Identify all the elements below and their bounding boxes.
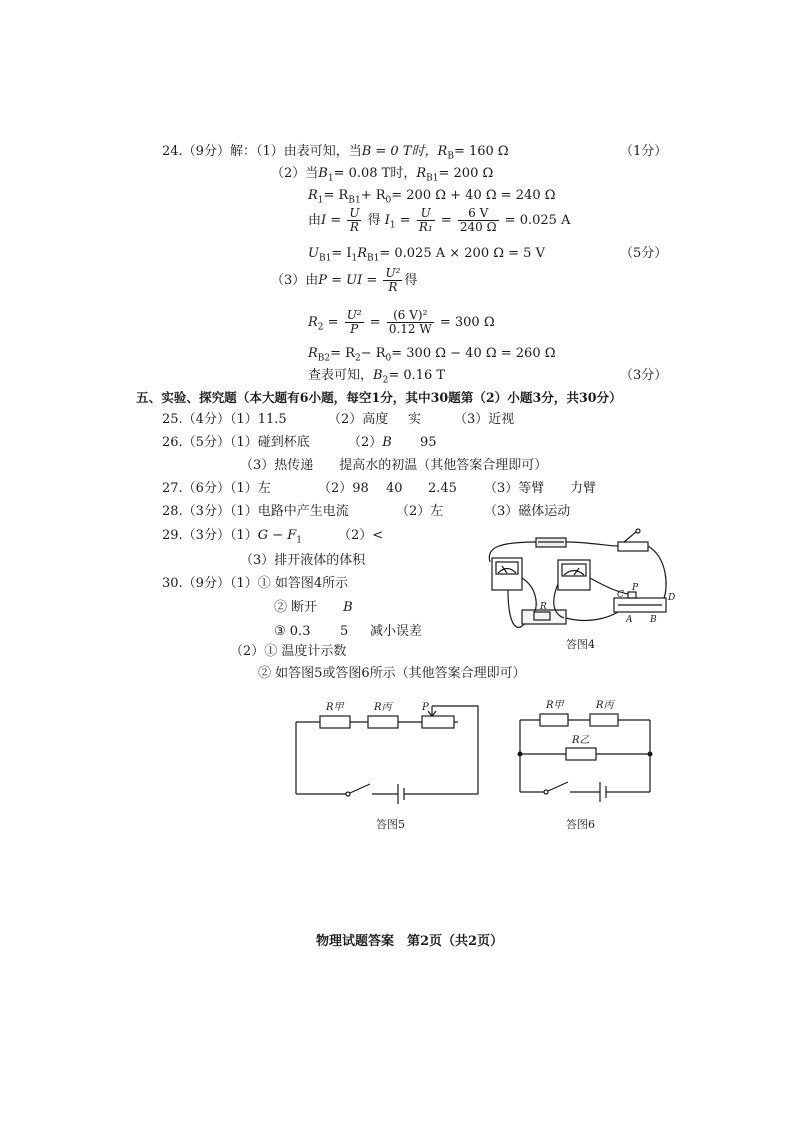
q27-d: 2.45 (428, 481, 457, 496)
q26-line2: （3）热传递 提高水的初温（其他答案合理即可） (240, 458, 548, 473)
q24-line7 (308, 308, 495, 343)
q24-ub1sub3: B1 (367, 253, 380, 264)
q24-head: 24.（9分）解：（1）由表可知，当 (162, 144, 362, 159)
q24-rb2sub2: 2 (354, 353, 361, 364)
q24-r1s1: B1 (348, 195, 361, 206)
q24-rb2: R (308, 346, 318, 361)
q24-r2res: = 300 Ω (439, 315, 495, 330)
q29-bsub: 1 (296, 535, 303, 546)
q24-ohm-i1sub: 1 (389, 220, 396, 231)
q24-p2-c: = 0.08 T时， (333, 166, 417, 181)
q24-eq2: = (440, 213, 452, 228)
q24-eq: = (399, 213, 411, 228)
q24-line8 (308, 346, 556, 367)
q24-ub1c: R (357, 246, 368, 261)
q24-rb2b: = R (330, 346, 355, 361)
q26-c: 95 (420, 435, 437, 450)
q29-a (162, 528, 302, 549)
q24-ub1: U (308, 246, 319, 261)
q29-c: （2）< (338, 528, 384, 543)
q24-b2a: 查表可知， (308, 368, 374, 383)
q24-ohm-i1: I (384, 213, 390, 228)
q24-ohm-de: 得 (367, 213, 381, 228)
frac-num: U² (385, 266, 401, 280)
page-footer: 物理试题答案 第2页（共2页） (316, 934, 504, 949)
frac-num: 6 V (458, 207, 499, 221)
frac-u2-p (345, 309, 364, 336)
q26-b-val: B (382, 435, 392, 450)
q30-b-val: B (343, 600, 353, 615)
q24-p3de: 得 (404, 273, 418, 288)
q24-p2-a: （2）当 (271, 166, 319, 181)
q24-rb: R (437, 144, 448, 159)
frac-36-012 (387, 309, 434, 336)
q28-a: 28.（3分）（1）电路中产生电流 (162, 504, 349, 519)
q24-line1 (162, 144, 509, 165)
q26-b (348, 435, 392, 451)
q29-a-label: 29.（3分）（1） (162, 528, 258, 543)
q24-p3b: P = UI = (318, 273, 378, 288)
q24-ohm-a: 由 (308, 213, 322, 228)
fig5-caption: 答图5 (376, 818, 405, 831)
fig6-r-yi: R乙 (572, 735, 590, 746)
q25-a: 25.（4分）（1）11.5 (162, 412, 287, 427)
fig4-label-d: D (668, 593, 676, 603)
q24-rb2sub3: 0 (385, 353, 392, 364)
q24-score3: （3分） (620, 368, 668, 383)
q24-b2b: B (373, 368, 383, 383)
q24-rb2d: = 300 Ω − 40 Ω = 260 Ω (391, 346, 556, 361)
q30-b (274, 600, 353, 616)
q24-p2-bsub: 1 (327, 173, 334, 184)
fig4-label-b: B (650, 615, 657, 625)
q24-rb-val: = 160 Ω (453, 144, 509, 159)
q27-f: 力臂 (570, 481, 597, 496)
q24-ub1sub2: 1 (351, 253, 358, 264)
q24-b2c: = 0.16 T (388, 368, 446, 383)
q24-line2 (271, 166, 493, 187)
q24-b: B = 0 T时， (361, 144, 438, 159)
q24-ohm-res: = 0.025 A (504, 213, 571, 228)
q24-r2eq2: = (369, 315, 381, 330)
q24-ub1sub: B1 (318, 253, 332, 264)
frac-den: R (349, 220, 359, 234)
frac-num: U (417, 207, 435, 221)
q28-c: （3）磁体运动 (484, 504, 571, 519)
q28-b: （2）左 (396, 504, 444, 519)
q24-line9 (308, 368, 445, 389)
fig5-r-bing: R丙 (374, 702, 392, 713)
fig6-r-bing: R丙 (596, 700, 614, 711)
frac-den: P (350, 322, 359, 336)
q27-b: （2）98 (318, 481, 369, 496)
q30-b-label: ② 断开 (274, 600, 318, 615)
q24-rb2sub: B2 (317, 353, 331, 364)
fig5-p: P (422, 702, 429, 713)
fig4-label-p: P (632, 583, 639, 593)
q24-b2sub: 2 (382, 375, 389, 386)
q30-c2: 5 (340, 624, 349, 639)
q25-d: （3）近视 (454, 412, 515, 427)
q30-c: ③ 0.3 (274, 624, 311, 639)
q27-a: 27.（6分）（1）左 (162, 481, 271, 496)
q24-rb-sub: B (447, 151, 454, 162)
fig4-caption: 答图4 (566, 638, 595, 651)
frac-6v-240 (458, 207, 499, 234)
q25-c: 实 (408, 412, 422, 427)
q27-e: （3）等臂 (484, 481, 545, 496)
q24-r1c: = 200 Ω + 40 Ω = 240 Ω (391, 188, 556, 203)
q24-p3a: （3）由 (271, 273, 319, 288)
q24-r1: R (308, 188, 318, 203)
q30-e: ② 如答图5或答图6所示（其他答案合理即可） (258, 666, 526, 681)
figure-6-circuit (516, 696, 656, 804)
q29-line2: （3）排开液体的体积 (240, 553, 366, 568)
q24-r2: R (308, 315, 318, 330)
q24-p2-dsub: B1 (426, 173, 439, 184)
q24-ohm-i: I = (321, 213, 342, 228)
q27-c: 40 (386, 481, 403, 496)
q24-line5 (308, 246, 545, 267)
q26-b-label: （2） (348, 435, 383, 450)
figure-5-circuit (294, 694, 490, 804)
frac-num: (6 V)² (387, 309, 434, 323)
frac-den: 0.12 W (388, 322, 432, 336)
q24-rb2c: − R (360, 346, 386, 361)
q24-r1s2: 0 (385, 195, 392, 206)
fig4-label-r: R (540, 602, 547, 612)
q24-ub1b: = I (331, 246, 352, 261)
q24-r1a: = R (323, 188, 349, 203)
q25-b: （2）高度 (328, 412, 389, 427)
frac-u2-r (383, 267, 402, 294)
q24-score1: （1分） (620, 144, 668, 159)
q24-score2: （5分） (620, 246, 668, 261)
q24-ub1d: = 0.025 A × 200 Ω = 5 V (379, 246, 545, 261)
fig4-label-c: C (617, 590, 624, 600)
q24-r1sub: 1 (317, 195, 324, 206)
frac-u-r1 (417, 207, 435, 234)
frac-u-r (347, 207, 361, 234)
q24-line4 (308, 206, 570, 241)
q24-line6 (271, 266, 417, 296)
q24-r2eq: = (327, 315, 339, 330)
q24-p2-e: = 200 Ω (438, 166, 494, 181)
q24-r1b: + R (360, 188, 386, 203)
q24-p2-b: B (318, 166, 328, 181)
figure-4-apparatus (478, 528, 678, 652)
q24-p2-d: R (416, 166, 427, 181)
fig4-label-a: A (626, 615, 633, 625)
frac-den: 240 Ω (459, 220, 497, 234)
fig6-caption: 答图6 (566, 818, 595, 831)
q30-a: 30.（9分）（1）① 如答图4所示 (162, 576, 349, 591)
frac-den: R (388, 280, 398, 294)
fig6-r-jia: R甲 (546, 700, 564, 711)
q24-r2sub: 2 (317, 322, 324, 333)
q30-c3: 减小误差 (370, 624, 423, 639)
q30-d: （2）① 温度计示数 (230, 644, 347, 659)
frac-num: U (349, 206, 360, 220)
q29-b: G − F (257, 528, 297, 543)
section5-heading: 五、实验、探究题（本大题有6小题，每空1分，其中30题第（2）小题3分，共30分） (136, 390, 622, 405)
frac-den: R₁ (418, 220, 433, 234)
q26-a: 26.（5分）（1）碰到杯底 (162, 435, 310, 450)
fig5-r-jia: R甲 (326, 702, 344, 713)
frac-num: U² (346, 308, 362, 322)
